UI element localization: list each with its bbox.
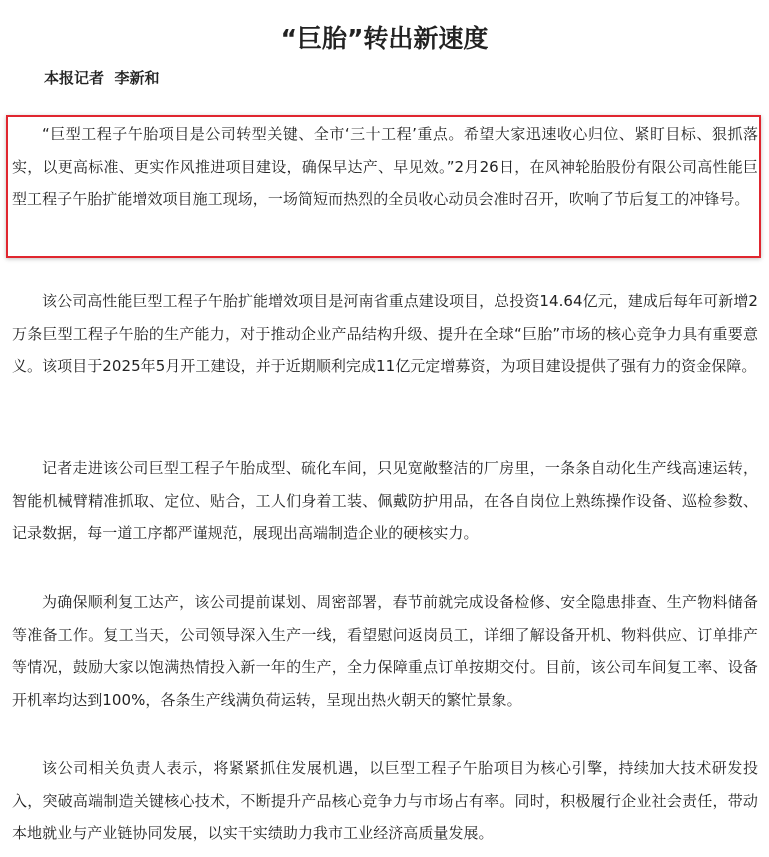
paragraph-outlook: 该公司相关负责人表示，将紧紧抓住发展机遇，以巨型工程子午胎项目为核心引擎，持续加大技术研发投入，突破高端制造关键核心技术，不断提升产品核心竞争力与市场占有率。同时，积极履行企业社会责任，带动本地就业与产业链协同发展，以实干实绩助力我市工业经济高质量发展。 xyxy=(12,759,758,842)
paragraph-lead: “巨型工程子午胎项目是公司转型关键、全市‘三十工程’重点。希望大家迅速收心归位、紧盯目标、狠抓落实，以更高标准、更实作风推进项目建设，确保早达产、早见效。”2月26日，在风神轮胎股份有限公司高性能巨型工程子午胎扩能增效项目施工现场，一场简短而热烈的全员收心动员会准时召开，吹响了节后复工的冲锋号。 xyxy=(12,125,758,208)
paragraph-project-overview: 该公司高性能巨型工程子午胎扩能增效项目是河南省重点建设项目，总投资14.64亿元，建成后每年可新增2万条巨型工程子午胎的生产能力，对于推动企业产品结构升级、提升在全球“巨胎”市场的核心竞争力具有重要意义。该项目于2025年5月开工建设，并于近期顺利完成11亿元定增募资，为项目建设提供了强有力的资金保障。 xyxy=(12,292,758,375)
paragraph-resumption: 为确保顺利复工达产，该公司提前谋划、周密部署，春节前就完成设备检修、安全隐患排查、生产物料储备等准备工作。复工当天，公司领导深入生产一线，看望慰问返岗员工，详细了解设备开机、物料供应、订单排产等情况，鼓励大家以饱满热情投入新一年的生产，全力保障重点订单按期交付。目前，该公司车间复工率、设备开机率均达到100%，各条生产线满负荷运转，呈现出热火朝天的繁忙景象。 xyxy=(12,593,758,709)
paragraph-workshop-visit: 记者走进该公司巨型工程子午胎成型、硫化车间，只见宽敞整洁的厂房里，一条条自动化生产线高速运转，智能机械臂精准抓取、定位、贴合，工人们身着工装、佩戴防护用品，在各自岗位上熟练操作设备、巡检参数、记录数据，每一道工序都严谨规范，展现出高端制造企业的硬核实力。 xyxy=(12,459,758,542)
article-title: “巨胎”转出新速度 xyxy=(280,23,489,53)
byline: 本报记者 李新和 xyxy=(44,69,160,87)
